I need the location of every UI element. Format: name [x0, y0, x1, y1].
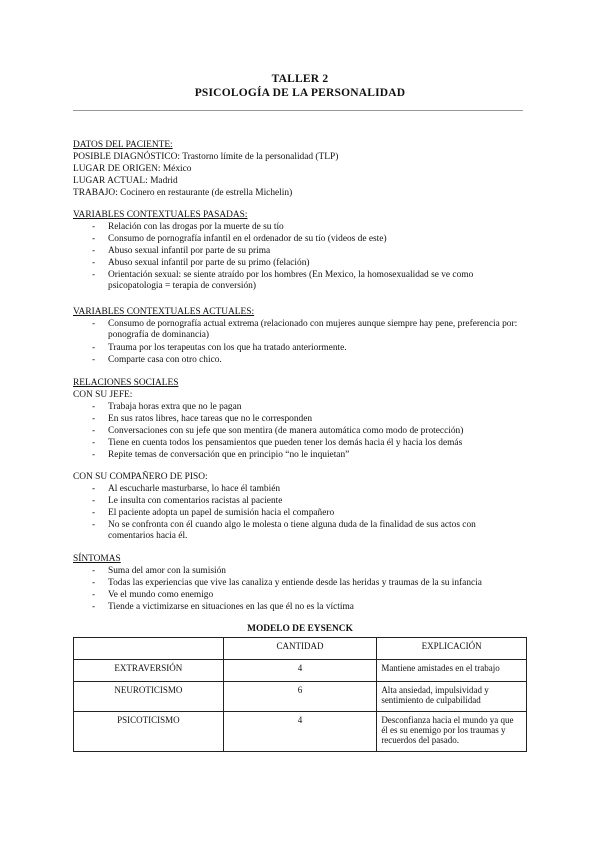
trait-explanation: Desconfianza hacia el mundo ya que él es su enemigo por los traumas y recuerdos del pasado.	[377, 712, 527, 752]
patient-origin: LUGAR DE ORIGEN: México	[73, 164, 192, 174]
past-item: Consumo de pornografía infantil en el ordenador de su tío (videos de este)	[108, 234, 387, 244]
bullet-dash: -	[92, 343, 96, 353]
trait-quantity: 4	[223, 712, 377, 752]
symptoms-heading: SÍNTOMAS	[73, 554, 121, 564]
symptom-item: Todas las experiencias que vive las canaliza y entiende desde las heridas y traumas de la su infancia	[108, 578, 482, 588]
bullet-dash: -	[92, 426, 96, 436]
past-item: Relación con las drogas por la muerte de su tío	[108, 222, 284, 232]
document-title: TALLER 2	[271, 73, 329, 85]
bullet-dash: -	[92, 222, 96, 232]
past-item: Abuso sexual infantil por parte de su prima	[108, 246, 271, 256]
current-item: Comparte casa con otro chico.	[108, 355, 222, 365]
bullet-dash: -	[92, 602, 96, 612]
header-explanation: EXPLICACIÓN	[377, 638, 527, 660]
boss-heading: CON SU JEFE:	[73, 390, 133, 400]
eysenck-table	[73, 637, 527, 752]
past-item: Abuso sexual infantil por parte de su primo (felación)	[108, 258, 310, 268]
past-heading: VARIABLES CONTEXTUALES PASADAS:	[73, 210, 248, 220]
trait-explanation: Mantiene amistades en el trabajo	[377, 660, 527, 682]
patient-location: LUGAR ACTUAL: Madrid	[73, 176, 178, 186]
bullet-dash: -	[92, 355, 96, 365]
bullet-dash: -	[92, 438, 96, 448]
bullet-dash: -	[92, 520, 96, 530]
table-row	[74, 660, 527, 682]
roommate-item: Al escucharle masturbarse, lo hace él también	[108, 484, 281, 494]
symptom-item: Suma del amor con la sumisión	[108, 566, 226, 576]
roommate-item: No se confronta con él cuando algo le molesta o tiene alguna duda de la finalidad de sus actos con comentarios hacia él.	[108, 520, 476, 541]
header-divider	[73, 110, 523, 111]
table-header-row	[74, 638, 527, 660]
trait-quantity: 4	[223, 660, 377, 682]
bullet-dash: -	[92, 246, 96, 256]
bullet-dash: -	[92, 566, 96, 576]
roommate-heading: CON SU COMPAÑERO DE PISO:	[73, 472, 208, 482]
roommate-item: El paciente adopta un papel de sumisión hacia el compañero	[108, 508, 335, 518]
bullet-dash: -	[92, 414, 96, 424]
document-subtitle: PSICOLOGÍA DE LA PERSONALIDAD	[194, 87, 406, 99]
bullet-dash: -	[92, 484, 96, 494]
bullet-dash: -	[92, 590, 96, 600]
trait-explanation: Alta ansiedad, impulsividad y sentimiento de culpabilidad	[377, 682, 527, 712]
trait-name: NEUROTICISMO	[74, 682, 224, 712]
bullet-dash: -	[92, 319, 96, 329]
symptom-item: Tiende a victimizarse en situaciones en las que él no es la víctima	[108, 602, 354, 612]
bullet-dash: -	[92, 496, 96, 506]
patient-heading: DATOS DEL PACIENTE:	[73, 140, 173, 150]
current-item: Trauma por los terapeutas con los que ha tratado anteriormente.	[108, 343, 347, 353]
bullet-dash: -	[92, 270, 96, 280]
trait-quantity: 6	[223, 682, 377, 712]
header-quantity: CANTIDAD	[223, 638, 377, 660]
table-row	[74, 682, 527, 712]
table-row	[74, 712, 527, 752]
boss-item: Tiene en cuenta todos los pensamientos que pueden tener los demás hacia él y hacia los demás	[108, 438, 463, 448]
bullet-dash: -	[92, 450, 96, 460]
boss-item: Repite temas de conversación que en principio “no le inquietan”	[108, 450, 350, 460]
past-item: Orientación sexual: se siente atraído por los hombres (En Mexico, la homosexualidad se ve como psicopatologia = terapia de conversión)	[108, 270, 474, 291]
trait-name: PSICOTICISMO	[74, 712, 224, 752]
patient-job: TRABAJO: Cocinero en restaurante (de estrella Michelin)	[73, 188, 293, 198]
bullet-dash: -	[92, 578, 96, 588]
current-item: Consumo de pornografía actual extrema (relacionado con mujeres aunque siempre hay pene, preferencia por: ponografía de dominancia)	[108, 319, 518, 340]
bullet-dash: -	[92, 234, 96, 244]
boss-item: En sus ratos libres, hace tareas que no le corresponden	[108, 414, 313, 424]
trait-name: EXTRAVERSIÓN	[74, 660, 224, 682]
bullet-dash: -	[92, 258, 96, 268]
header-empty-cell	[74, 638, 224, 660]
current-heading: VARIABLES CONTEXTUALES ACTUALES:	[73, 307, 255, 317]
boss-item: Conversaciones con su jefe que son mentira (de manera automática como modo de protección)	[108, 426, 464, 436]
bullet-dash: -	[92, 508, 96, 518]
roommate-item: Le insulta con comentarios racistas al paciente	[108, 496, 283, 506]
symptom-item: Ve el mundo como enemigo	[108, 590, 214, 600]
bullet-dash: -	[92, 402, 96, 412]
patient-diagnosis: POSIBLE DIAGNÓSTICO: Trastorno límite de la personalidad (TLP)	[73, 152, 339, 162]
boss-item: Trabaja horas extra que no le pagan	[108, 402, 242, 412]
social-heading: RELACIONES SOCIALES	[73, 378, 179, 388]
eysenck-table-title: MODELO DE EYSENCK	[247, 624, 353, 634]
